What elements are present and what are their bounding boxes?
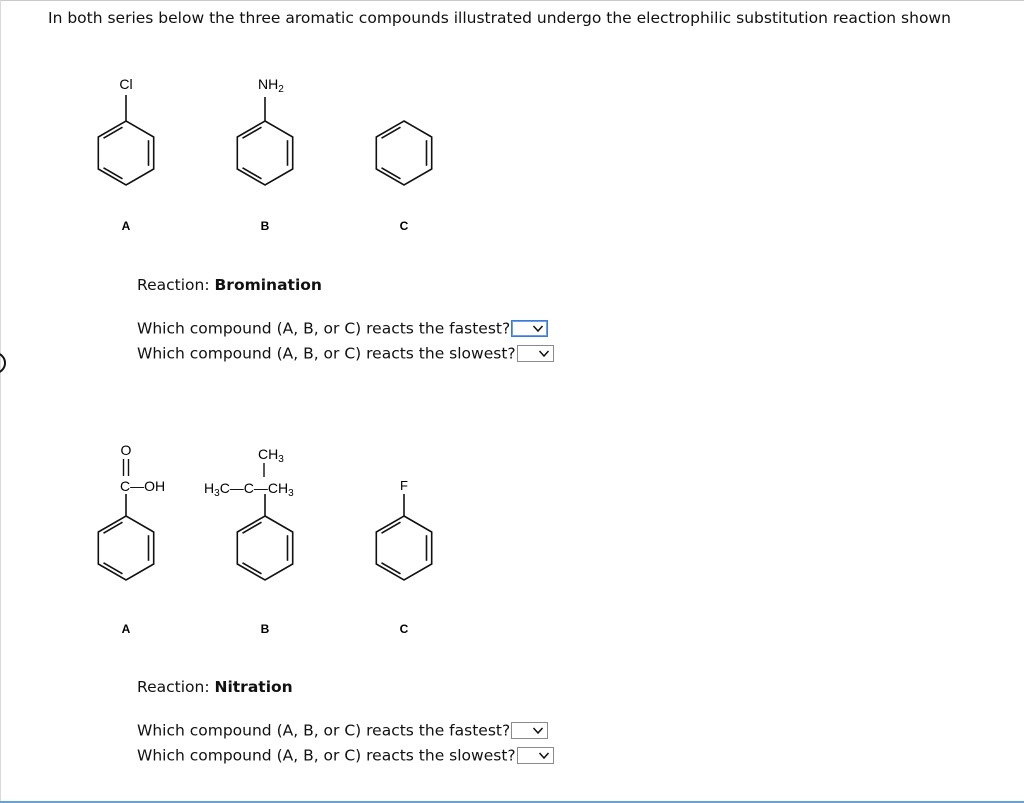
series2-label-a: A bbox=[121, 622, 131, 636]
chevron-down-icon bbox=[538, 349, 550, 358]
series1-compound-b bbox=[237, 76, 292, 233]
series1-label-c: C bbox=[399, 219, 409, 233]
series2-reaction-label bbox=[137, 678, 293, 696]
series1-question-slowest bbox=[137, 342, 554, 364]
series2-b-tert-butyl: $H_3C—C—CH_3$ bbox=[204, 480, 294, 499]
series2-slowest-select[interactable] bbox=[517, 747, 554, 764]
series1-a-substituent: Cl bbox=[119, 76, 133, 92]
series1-fastest-select[interactable] bbox=[511, 320, 548, 337]
series2-reaction-prefix: Reaction: bbox=[137, 678, 215, 696]
series1-reaction-name: Bromination bbox=[214, 276, 322, 294]
series1-slowest-select[interactable] bbox=[517, 345, 554, 362]
series2-reaction-name: Nitration bbox=[214, 678, 293, 696]
series2-a-oxygen: O bbox=[120, 442, 132, 458]
series2-compound-c bbox=[376, 478, 431, 636]
series2-label-b: B bbox=[260, 622, 270, 636]
series2-b-top-methyl: $CH_3$ bbox=[258, 446, 284, 465]
chevron-down-icon bbox=[532, 324, 544, 333]
series2-slowest-text: Which compound (A, B, or C) reacts the slowest? bbox=[137, 746, 516, 765]
series1-reaction-prefix: Reaction: bbox=[137, 276, 215, 294]
series1-label-a: A bbox=[121, 219, 131, 233]
chevron-down-icon bbox=[538, 751, 550, 760]
series1-fastest-text: Which compound (A, B, or C) reacts the fastest? bbox=[137, 319, 511, 338]
series2-fastest-select[interactable] bbox=[511, 722, 548, 739]
series1-question-fastest bbox=[137, 317, 548, 339]
series1-compound-c bbox=[376, 121, 431, 233]
series1-b-substituent: $NH_2$ bbox=[258, 76, 284, 95]
series2-compound-a bbox=[98, 442, 165, 636]
series1-slowest-text: Which compound (A, B, or C) reacts the slowest? bbox=[137, 344, 516, 363]
series1-reaction-label bbox=[137, 276, 322, 294]
series2-question-fastest bbox=[137, 719, 548, 741]
chevron-down-icon bbox=[532, 726, 544, 735]
series2-fastest-text: Which compound (A, B, or C) reacts the fastest? bbox=[137, 721, 511, 740]
series1-label-b: B bbox=[260, 219, 270, 233]
series2-c-substituent: F bbox=[400, 478, 408, 493]
series2-label-c: C bbox=[399, 622, 409, 636]
question-instruction: In both series below the three aromatic compounds illustrated undergo the electrophilic substitution reaction shown bbox=[48, 9, 951, 27]
series2-compound-b bbox=[204, 446, 294, 636]
series1-compound-a bbox=[98, 76, 153, 233]
series2-question-slowest bbox=[137, 744, 554, 766]
series2-a-carboxyl: C—OH bbox=[120, 478, 166, 494]
